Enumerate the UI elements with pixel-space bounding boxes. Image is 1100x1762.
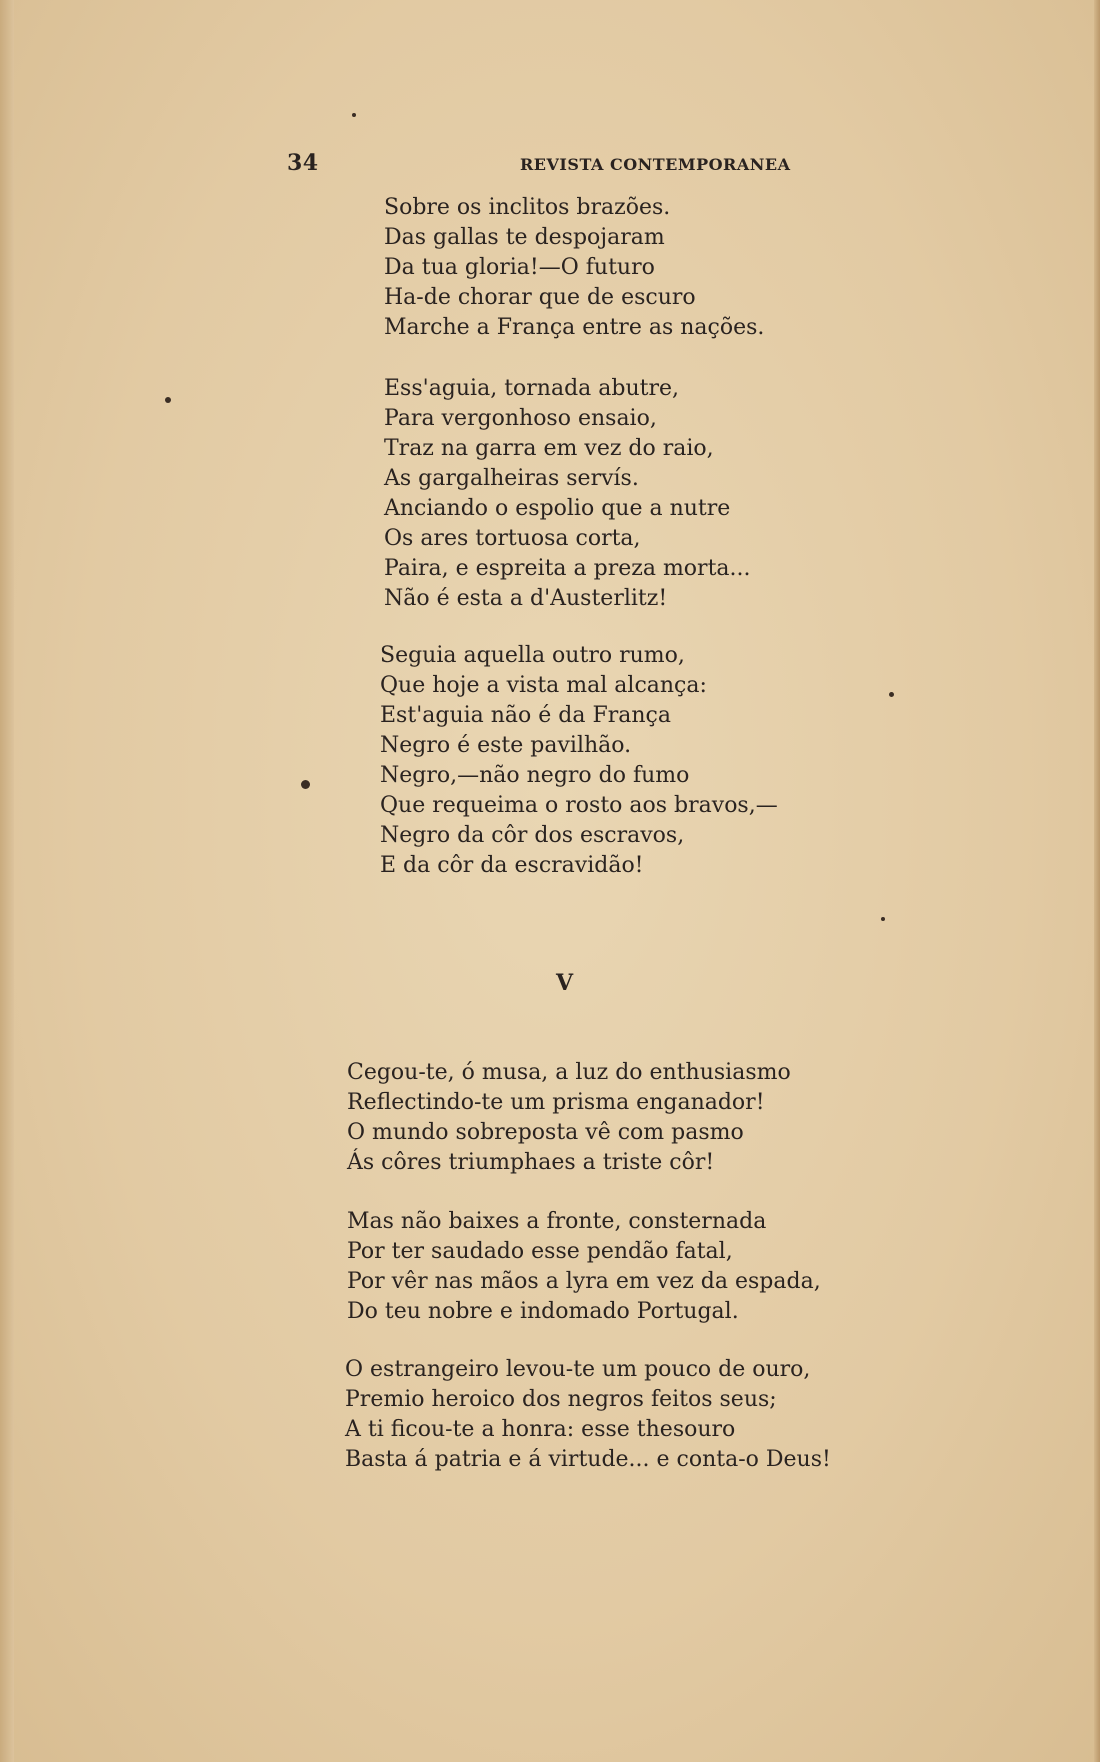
verse-line: E da côr da escravidão!	[380, 853, 644, 878]
verse-line: Para vergonhoso ensaio,	[384, 406, 657, 431]
stanza-5	[347, 1207, 821, 1327]
verse-line: Que hoje a vista mal alcança:	[380, 673, 707, 698]
verse-line: Negro é este pavilhão.	[380, 733, 632, 758]
verse-line: O mundo sobreposta vê com pasmo	[347, 1120, 744, 1145]
verse-line: As gargalheiras servís.	[384, 466, 639, 491]
verse-line: Paira, e espreita a preza morta...	[384, 556, 751, 581]
page-left-edge	[0, 0, 14, 1762]
verse-line: Seguia aquella outro rumo,	[380, 643, 685, 668]
ink-speck	[881, 917, 885, 921]
page-right-edge	[1094, 0, 1100, 1762]
verse-line: Mas não baixes a fronte, consternada	[347, 1209, 767, 1234]
verse-line: Ás côres triumphaes a triste côr!	[347, 1150, 715, 1175]
verse-line: Marche a França entre as nações.	[384, 315, 765, 340]
page-header	[0, 150, 1100, 180]
verse-line: Negro da côr dos escravos,	[380, 823, 685, 848]
verse-line: Est'aguia não é da França	[380, 703, 671, 728]
verse-line: Traz na garra em vez do raio,	[384, 436, 714, 461]
verse-line: Basta á patria e á virtude... e conta-o Deus!	[345, 1447, 831, 1472]
verse-line: A ti ficou-te a honra: esse thesouro	[345, 1417, 736, 1442]
verse-line: Premio heroico dos negros feitos seus;	[345, 1387, 777, 1412]
verse-line: Das gallas te despojaram	[384, 225, 665, 250]
verse-line: Os ares tortuosa corta,	[384, 526, 641, 551]
stanza-3	[380, 641, 778, 881]
verse-line: Da tua gloria!—O futuro	[384, 255, 655, 280]
verse-line: Sobre os inclitos brazões.	[384, 195, 671, 220]
stanza-2	[384, 374, 751, 614]
verse-line: Reflectindo-te um prisma enganador!	[347, 1090, 765, 1115]
verse-line: Anciando o espolio que a nutre	[384, 496, 731, 521]
ink-speck	[301, 780, 310, 789]
verse-line: Do teu nobre e indomado Portugal.	[347, 1299, 739, 1324]
stanza-1	[384, 193, 764, 343]
ink-speck	[165, 397, 171, 403]
page-number: 34	[287, 150, 319, 176]
verse-line: Não é esta a d'Austerlitz!	[384, 586, 668, 611]
ink-speck	[352, 113, 356, 117]
verse-line: Ess'aguia, tornada abutre,	[384, 376, 680, 401]
section-heading: V	[556, 970, 574, 996]
stanza-4	[347, 1058, 791, 1178]
verse-line: Cegou-te, ó musa, a luz do enthusiasmo	[347, 1060, 791, 1085]
ink-speck	[889, 692, 894, 697]
running-title: REVISTA CONTEMPORANEA	[520, 155, 791, 174]
verse-line: Ha-de chorar que de escuro	[384, 285, 696, 310]
verse-line: O estrangeiro levou-te um pouco de ouro,	[345, 1357, 811, 1382]
stanza-6	[345, 1355, 831, 1475]
verse-line: Negro,—não negro do fumo	[380, 763, 690, 788]
verse-line: Por vêr nas mãos a lyra em vez da espada,	[347, 1269, 821, 1294]
verse-line: Que requeima o rosto aos bravos,—	[380, 793, 778, 818]
verse-line: Por ter saudado esse pendão fatal,	[347, 1239, 733, 1264]
